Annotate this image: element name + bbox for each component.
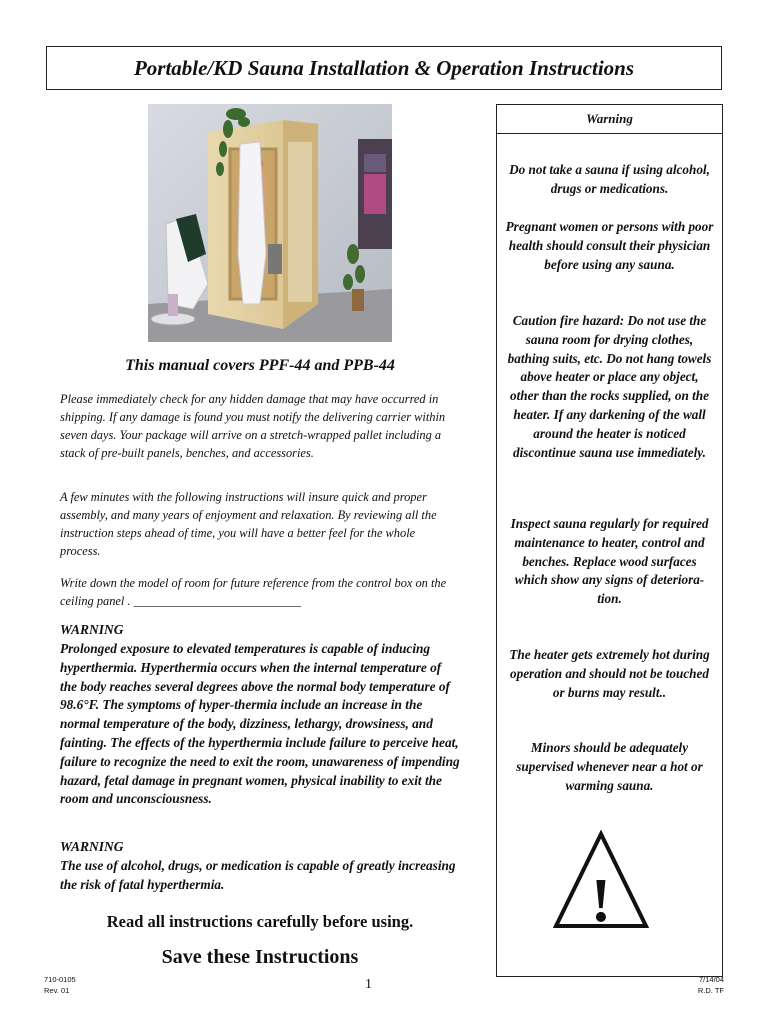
- warning-item-intoxication: Do not take a sauna if using alcohol, drugs or medications.: [509, 162, 710, 196]
- warning-item-health: Pregnant women or persons with poor health should consult their physician before using any sauna.: [505, 219, 714, 272]
- intro-paragraph-damage: Please immediately check for any hidden damage that may have occurred in shipping. If any damage is found you must notify the delivering carrier within seven days. Your package will arrive on a stretch-wrapped pallet including a stack of pre-built panels, benches, and accessories.: [60, 392, 446, 460]
- warning-heading-alcohol: WARNING: [60, 839, 124, 854]
- models-covered: This manual covers PPF-44 and PPB-44: [125, 357, 395, 374]
- warning-item-hot-heater: The heater gets extremely hot during operation and should not be touched or burns may result..: [509, 647, 710, 700]
- footer-date: 7/14/04: [698, 975, 724, 984]
- warning-body-alcohol: The use of alcohol, drugs, or medication is capable of greatly increasing the risk of fatal hyperthermia.: [60, 858, 456, 892]
- warning-triangle-icon: [553, 830, 649, 930]
- footer-initials: R.D. TF: [697, 986, 724, 995]
- exclamation-mark: !: [590, 867, 612, 930]
- footer-right: [698, 974, 724, 996]
- sauna-photo: [148, 104, 392, 342]
- page-title: Portable/KD Sauna Installation & Operation Instructions: [46, 46, 722, 90]
- warning-item-fire-hazard: Caution fire hazard: Do not use the sauna room for drying clothes, bathing suits, etc. Do not hang towels above heater or place any object, other than the rocks supplied, on the heater. If any darkening of the wall around the heater is noticed discontinue sauna use immediately.: [507, 313, 712, 460]
- warning-sidebar-title: Warning: [497, 105, 722, 134]
- page-number: 1: [365, 977, 372, 992]
- warning-item-maintenance: Inspect sauna regularly for required maintenance to heater, control and benches. Replace wood surfaces which show any signs of deteriora-tion.: [510, 516, 709, 607]
- read-instructions-notice: Read all instructions carefully before using.: [106, 912, 414, 931]
- intro-paragraph-assembly: A few minutes with the following instructions will insure quick and proper assembly, and many years of enjoyment and relaxation. By reviewing all the instruction steps ahead of time, you will have a better feel for the whole process.: [60, 490, 437, 558]
- warning-sidebar: [496, 104, 723, 977]
- document-number: 710-0105: [44, 975, 76, 984]
- warning-heading-hyperthermia: WARNING: [60, 622, 124, 637]
- intro-paragraph-model-record: Write down the model of room for future reference from the control box on the ceiling panel . ___________________________: [60, 576, 447, 608]
- warning-item-minors: Minors should be adequately supervised whenever near a hot or warming sauna.: [516, 740, 703, 793]
- footer-left: [44, 974, 76, 996]
- revision: Rev. 01: [44, 986, 70, 995]
- warning-body-hyperthermia: Prolonged exposure to elevated temperatures is capable of inducing hyperthermia. Hyperthermia occurs when the internal temperature of the body reaches several degrees above the normal body temperature of 98.6°F. The symptoms of hyper-thermia include an increase in the normal temperature of the body, dizziness, lethargy, drowsiness, and fainting. The effects of the hyperthermia include failure to perceive heat, failure to recognize the need to exit the room, unawareness of impending hazard, fetal damage in pregnant women, physical inability to exit the room and unconsciousness.: [60, 641, 460, 807]
- save-instructions-notice: Save these Instructions: [161, 946, 359, 968]
